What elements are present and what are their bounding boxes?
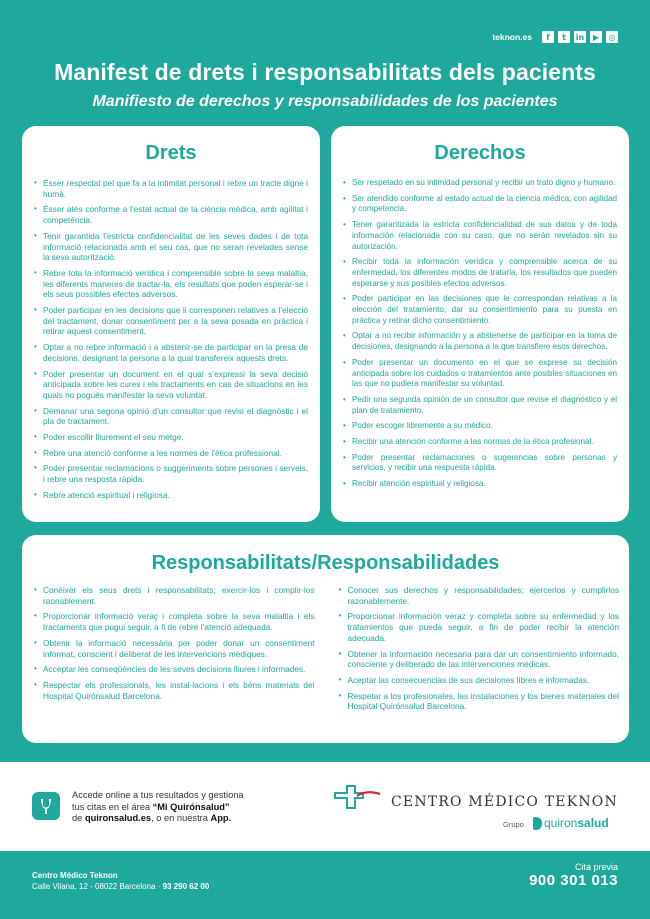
quironsalud-wordmark (544, 816, 609, 830)
header-bar (492, 31, 618, 43)
list-item: • Obtenir la informació necessària per poder donar un consentiment informat, conscient i deliberat de les intervencions mèdiques. (34, 638, 315, 659)
list-item: • Pedir una segunda opinión de un consultor que revise el diagnóstico y el plan de tratamiento. (343, 395, 617, 416)
phone-link[interactable]: 93 290 62 00 (162, 882, 210, 891)
list-item: • Poder presentar un document en el qual s’expressi la seva decisió anticipada sobre les cures i els tractaments en cas de situacions en les quals no pogués manifestar la seva voluntat. (34, 369, 308, 401)
list-item: • Poder escoger libremente a su médico. (343, 421, 617, 432)
linkedin-icon[interactable]: in (575, 32, 585, 42)
app-link[interactable]: App. (210, 813, 232, 823)
responsabilitats-card (22, 535, 629, 743)
list-item: • Recibir una atención conforme a las normas de la ética profesional. (343, 437, 617, 448)
list-item: • Optar a no recibir información y a abstenerse de participar en la toma de decisiones, designando a la persona a la que transfiere esos derechos. (343, 331, 617, 352)
promo-text: , o en nuestra (151, 813, 211, 823)
list-item: • Poder escollir lliurement el seu metge. (34, 432, 308, 443)
list-item: • Poder participar en les decisions que li corresponen relatives a l’elecció del tractament, donar consentiment per a la seva posada en pràctica i retirar aquest consentiment. (34, 305, 308, 337)
quironsalud-logo (533, 816, 609, 830)
list-item: • Conèixer els seus drets i responsabilitats; exercir-los i complir-los raonablement. (34, 585, 315, 606)
cita-phone-link[interactable]: 900 301 013 (529, 872, 618, 889)
footer (0, 851, 650, 919)
list-item: • Recibir atención espiritual y religiosa. (343, 479, 617, 490)
wordmark-part: salud (577, 816, 609, 830)
responsabilidades-list-es (339, 585, 620, 717)
promo-text: de (72, 813, 85, 823)
derechos-card (331, 126, 629, 522)
list-item: • Respetar a los profesionales, las instalaciones y los bienes materiales del Hospital Quirónsalud Barcelona. (339, 691, 620, 712)
quironsalud-mark-icon (533, 817, 542, 830)
list-item: • Ser respetado en su intimidad personal y recibir un trato digno y humano. (343, 178, 617, 189)
drets-card (22, 126, 320, 522)
grupo-label: Grupo (503, 820, 524, 829)
responsabilitats-list-ca (34, 585, 315, 717)
quironsalud-app-icon (32, 792, 60, 820)
page-title: Manifest de drets i responsabilitats dels pacients (54, 59, 596, 85)
list-item: • Ésser atès conforme a l’estat actual de la ciència mèdica, amb agilitat i competència. (34, 204, 308, 225)
list-item: • Recibir toda la información verídica y comprensible acerca de su enfermedad, los diferentes modos de tratarla, los resultados que pueden esperarse y sus posibles efectos adversos. (343, 257, 617, 289)
list-item: • Acceptar les conseqüències de les seves decisions lliures i informades. (34, 664, 315, 675)
twitter-icon[interactable]: t (558, 31, 570, 43)
app-symbol-icon (38, 797, 54, 815)
list-item: • Tener garantizada la estricta confidencialidad de sus datos y de toda información relacionada con su caso, que no serán revelados sin su autorización. (343, 220, 617, 252)
responsabilitats-heading: Responsabilitats/Responsabilidades (151, 552, 500, 574)
drets-heading: Drets (145, 142, 197, 164)
drets-list (22, 178, 320, 501)
cita-previa-block (529, 862, 618, 889)
list-item: • Proporcionar informació veraç i completa sobre la seva malaltia i els tractaments que pugui seguir, a fi de rebre l’atenció adequada. (34, 611, 315, 632)
list-item: • Aceptar las consecuencias de sus decisiones libres e informadas. (339, 675, 620, 686)
page-subtitle: Manifiesto de derechos y responsabilidades de los pacientes (92, 93, 558, 110)
promo-line-1: Accede online a tus resultados y gestiona (72, 790, 244, 800)
quironsalud-link[interactable]: quironsalud.es (84, 813, 152, 823)
facebook-icon[interactable]: f (542, 31, 554, 43)
list-item: • Obtener la información necesaria para dar un consentimiento informado, consciente y deliberado de las intervenciones médicas. (339, 649, 620, 670)
list-item: • Ésser respectat pel que fa a la intimitat personal i rebre un tracte digne i humà. (34, 178, 308, 199)
list-item: • Poder presentar un documento en el que se exprese su decisión anticipada sobre los cuidados o tratamientos ante posibles situaciones en las que no pudiera manifestar su voluntad. (343, 358, 617, 390)
cita-label: Cita previa (574, 862, 618, 872)
derechos-heading: Derechos (434, 142, 526, 164)
list-item: • Rebre atenció espiritual i religiosa. (34, 490, 308, 501)
address: Calle Vilana, 12 - 08022 Barcelona · (32, 882, 163, 891)
wordmark-part: quiron (544, 816, 578, 830)
teknon-cross-icon (333, 784, 381, 812)
list-item: • Tenir garantida l’estricta confidencialitat de les seves dades i de tota informació relacionada amb el seu cas, que no seran revelades sense la seva autorització. (34, 231, 308, 263)
derechos-list (331, 178, 629, 490)
list-item: • Demanar una segona opinió d’un consultor que revisi el diagnòstic i el pla de tractament. (34, 406, 308, 427)
promo-line-2 (72, 802, 244, 814)
list-item: • Ser atendido conforme al estado actual de la ciencia médica, con agilidad y competencia. (343, 194, 617, 215)
promo-line-3 (72, 813, 244, 825)
list-item: • Conocer sus derechos y responsabilidades; ejercerlos y cumplirlos razonablemente. (339, 585, 620, 606)
brand-name: CENTRO MÉDICO TEKNON (391, 794, 618, 810)
responsabilitats-columns (22, 585, 629, 717)
promo-text: tus citas en el área (72, 801, 153, 812)
instagram-icon[interactable]: ◎ (606, 31, 618, 43)
list-item: • Optar a no rebre informació i a abstenir-se de participar en la presa de decisions, designant la persona a la qual transfereix aquests drets. (34, 342, 308, 363)
app-promo (32, 790, 262, 825)
app-promo-text (72, 790, 244, 825)
site-link[interactable]: teknon.es (492, 32, 532, 42)
list-item: • Respectar els professionals, les instal·lacions i els béns materials del Hospital Quirónsalud Barcelona. (34, 680, 315, 701)
youtube-icon[interactable]: ▶ (590, 31, 602, 43)
teknon-logo (333, 780, 623, 840)
list-item: • Poder presentar reclamacions o suggeriments sobre persones i serveis, i rebre una resposta ràpida. (34, 463, 308, 484)
list-item: • Proporcionar información veraz y completa sobre su enfermedad y los tratamientos que pueda seguir, a fin de poder recibir la atención adecuada. (339, 611, 620, 643)
mi-quironsalud-link[interactable]: “Mi Quirónsalud” (152, 801, 230, 812)
center-name: Centro Médico Teknon (32, 871, 118, 880)
footer-address-block (32, 870, 209, 892)
list-item: • Rebre tota la informació verídica i comprensible sobre la seva malaltia, les diferents maneres de tractar-la, els resultats que poden esperar-se i els seus possibles efectes adversos. (34, 268, 308, 300)
list-item: • Poder participar en las decisiones que le correspondan relativas a la elección del tratamiento, dar su consentimiento para su puesta en práctica y retirar dicho consentimiento. (343, 294, 617, 326)
list-item: • Rebre una atenció conforme a les normes de l’ètica professional. (34, 448, 308, 459)
list-item: • Poder presentar reclamaciones o sugerencias sobre personas y servicios, y recibir una respuesta rápida. (343, 453, 617, 474)
